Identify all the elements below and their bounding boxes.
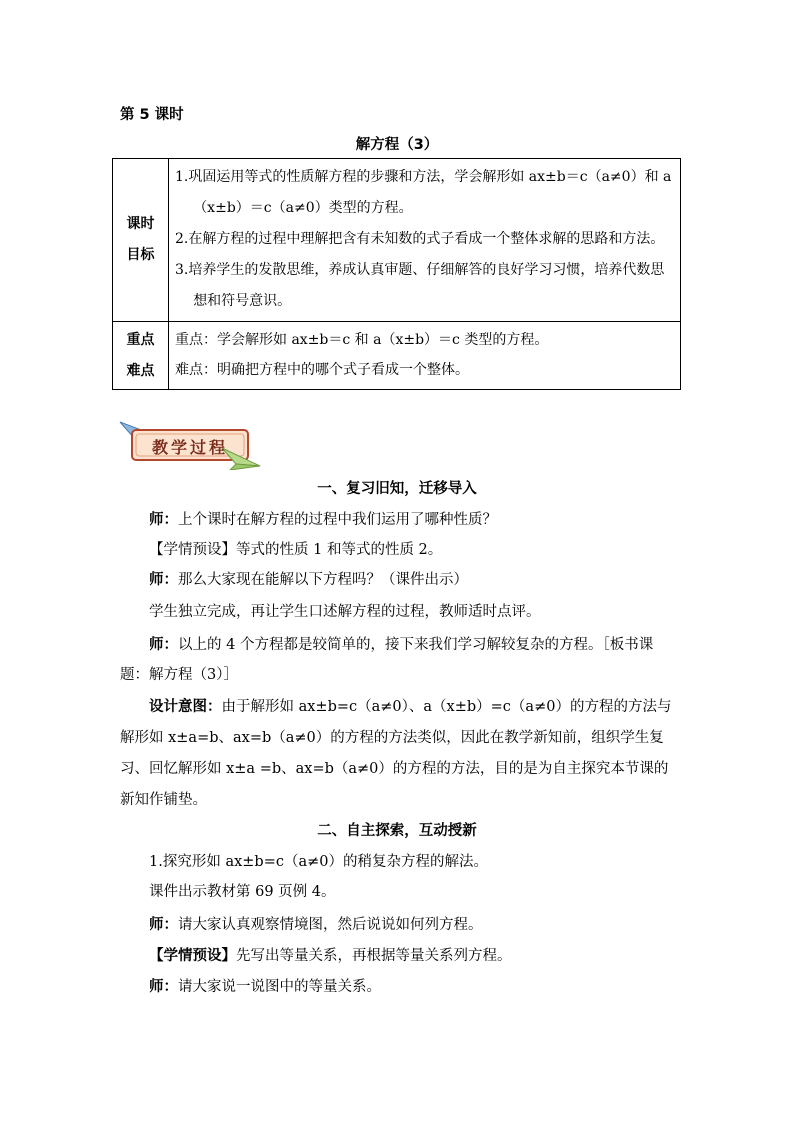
para-text: 由于解形如 ax±b=c（a≠0）、a（x±b）=c（a≠0）的方程的方法与解形如 x±a=b、ax=b（a≠0）的方程的方法类似，因此在教学新知前，组织学生复习、回忆解形如 x±a =b、ax=b（a≠0）的方程的方法，目的是为自主探究本节课的新知作铺垫。 — [120, 699, 672, 808]
banner-text: 教学过程 — [151, 438, 228, 457]
section1-para-2 — [120, 535, 676, 565]
section1-para-4: 学生独立完成，再让学生口述解方程的过程，教师适时点评。 — [149, 604, 541, 620]
keypoints-label — [113, 322, 169, 390]
para-text: 那么大家现在能解以下方程吗？（课件出示） — [178, 572, 468, 588]
objectives-table — [112, 158, 681, 390]
speaker-label: 师： — [149, 637, 178, 653]
objectives-label — [113, 159, 169, 322]
design-intent-label: 设计意图： — [149, 699, 222, 715]
para-text: 以上的 4 个方程都是较简单的，接下来我们学习解较复杂的方程。［板书课题：解方程（3）］ — [120, 637, 654, 683]
keypoints-content — [169, 322, 681, 390]
section1-design-intent — [120, 692, 676, 816]
speaker-label: 师： — [149, 572, 178, 588]
para-text: 先写出等量关系，再根据等量关系列方程。 — [236, 948, 512, 964]
keypoints-label-text: 重点 难点 — [126, 331, 155, 379]
objectives-content — [169, 159, 681, 322]
teaching-process-banner — [118, 418, 264, 470]
section2-para-5 — [120, 972, 676, 1002]
speaker-label: 师： — [149, 917, 178, 933]
speaker-label: 师： — [149, 512, 178, 528]
objectives-label-text: 课时 目标 — [126, 216, 155, 263]
difficult-point: 难点：明确把方程中的哪个式子看成一个整体。 — [175, 362, 469, 378]
lesson-title: 解方程（3） — [355, 137, 439, 153]
tag-label: 【学情预设】 — [149, 542, 236, 558]
section2-para-1: 1.探究形如 ax±b=c（a≠0）的稍复杂方程的解法。 — [149, 854, 488, 870]
tag-label: 【学情预设】 — [149, 948, 236, 964]
section1-heading: 一、复习旧知，迁移导入 — [317, 481, 477, 497]
key-point: 重点：学会解形如 ax±b＝c 和 a（x±b）＝c 类型的方程。 — [175, 332, 549, 348]
para-text: 请大家说一说图中的等量关系。 — [178, 979, 381, 995]
section1-para-1 — [120, 505, 676, 535]
section2-para-4 — [120, 941, 676, 971]
section1-para-3 — [120, 565, 676, 595]
section1-para-5 — [120, 630, 676, 690]
objective-item-3: 3.培养学生的发散思维，养成认真审题、仔细解答的良好学习习惯，培养代数思想和符号意识。 — [175, 262, 665, 309]
para-text: 等式的性质 1 和等式的性质 2。 — [236, 542, 443, 558]
section2-para-2: 课件出示教材第 69 页例 4。 — [149, 884, 336, 900]
section2-heading: 二、自主探索，互动授新 — [317, 823, 477, 839]
objective-item-1: 1.巩固运用等式的性质解方程的步骤和方法，学会解形如 ax±b＝c（a≠0）和 a（x±b）＝c（a≠0）类型的方程。 — [175, 169, 672, 216]
section2-para-3 — [120, 910, 676, 940]
lesson-number: 第 5 课时 — [120, 107, 184, 123]
speaker-label: 师： — [149, 979, 178, 995]
para-text: 请大家认真观察情境图，然后说说如何列方程。 — [178, 917, 483, 933]
para-text: 上个课时在解方程的过程中我们运用了哪种性质？ — [178, 512, 497, 528]
objective-item-2: 2.在解方程的过程中理解把含有未知数的式子看成一个整体求解的思路和方法。 — [175, 231, 665, 247]
